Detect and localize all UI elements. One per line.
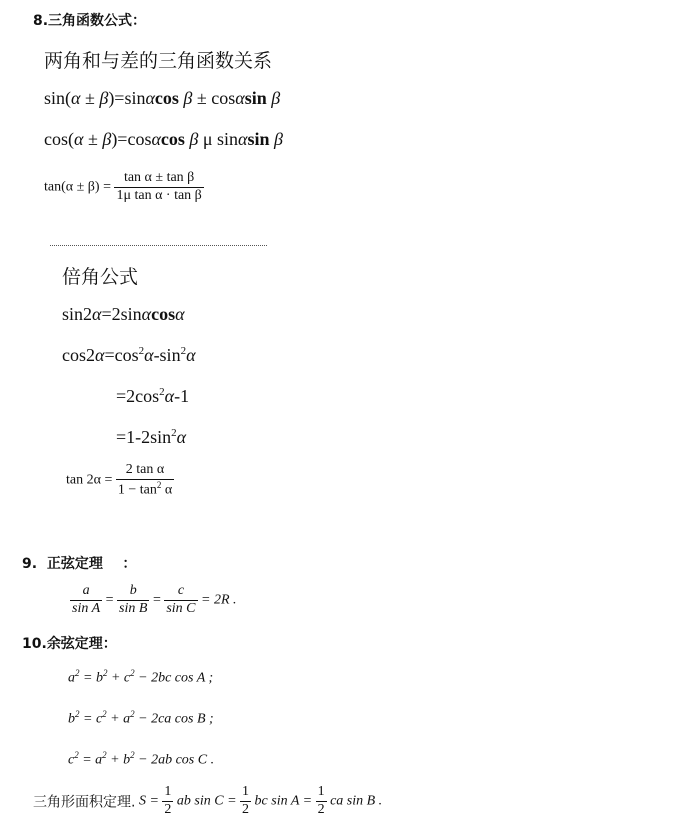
cos-double-formula-2: $=2\cos^2\alpha-1$ bbox=[116, 386, 190, 406]
section-9-heading: 9. 正弦定理 ： bbox=[22, 556, 137, 572]
law-of-cosines-a: $a^2 = b^2 + c^2 - 2bc$ cos A ; bbox=[68, 668, 214, 686]
section-10-heading: 10.余弦定理： bbox=[22, 636, 117, 652]
tan-double-formula: tan 2α = $\frac{\text{2 tan α}}{1 - \tan^2 \alpha}$ bbox=[66, 462, 173, 498]
double-angle-subheading: 倍角公式 bbox=[62, 266, 139, 288]
dotted-divider bbox=[50, 245, 267, 246]
sum-difference-subheading: 两角和与差的三角函数关系 bbox=[44, 50, 273, 72]
tan-sum-formula: tan(α ± β) = $\frac{\text{tan α ± tan β}}{\text{1μ tan α · tan β}}$ bbox=[44, 170, 202, 203]
cos-sum-formula: cos(α ± β)=cosαcos β μ sinαsin β bbox=[44, 129, 283, 149]
triangle-area-theorem: 三角形面积定理. S = $\frac{1}{2}$ ab sin C = $\frac{1}{2}$ bc sin A = $\frac{1}{2}$ ca sin B . bbox=[33, 784, 383, 817]
sin-double-formula: sin2α=2sinαcosα bbox=[62, 304, 185, 324]
cos-double-formula: $\cos 2\alpha=\cos^2\alpha-\sin^2\alpha$ bbox=[62, 345, 196, 365]
sin-sum-formula: sin(α ± β)=sinαcos β ± cosαsin β bbox=[44, 88, 281, 108]
law-of-sines-formula: $\frac{a}{\text{sin A}}$ = $\frac{b}{\text{sin B}}$ = $\frac{c}{\text{sin C}}$ = 2R . bbox=[72, 583, 237, 616]
law-of-cosines-c: $c^2 = a^2 + b^2 - 2ab$ cos C . bbox=[68, 750, 215, 768]
law-of-cosines-b: $b^2 = c^2 + a^2 - 2ca$ cos B ; bbox=[68, 709, 214, 727]
cos-double-formula-3: $=1-2\sin^2\alpha$ bbox=[116, 427, 187, 447]
section-8-heading: 8.三角函数公式： bbox=[33, 13, 147, 29]
